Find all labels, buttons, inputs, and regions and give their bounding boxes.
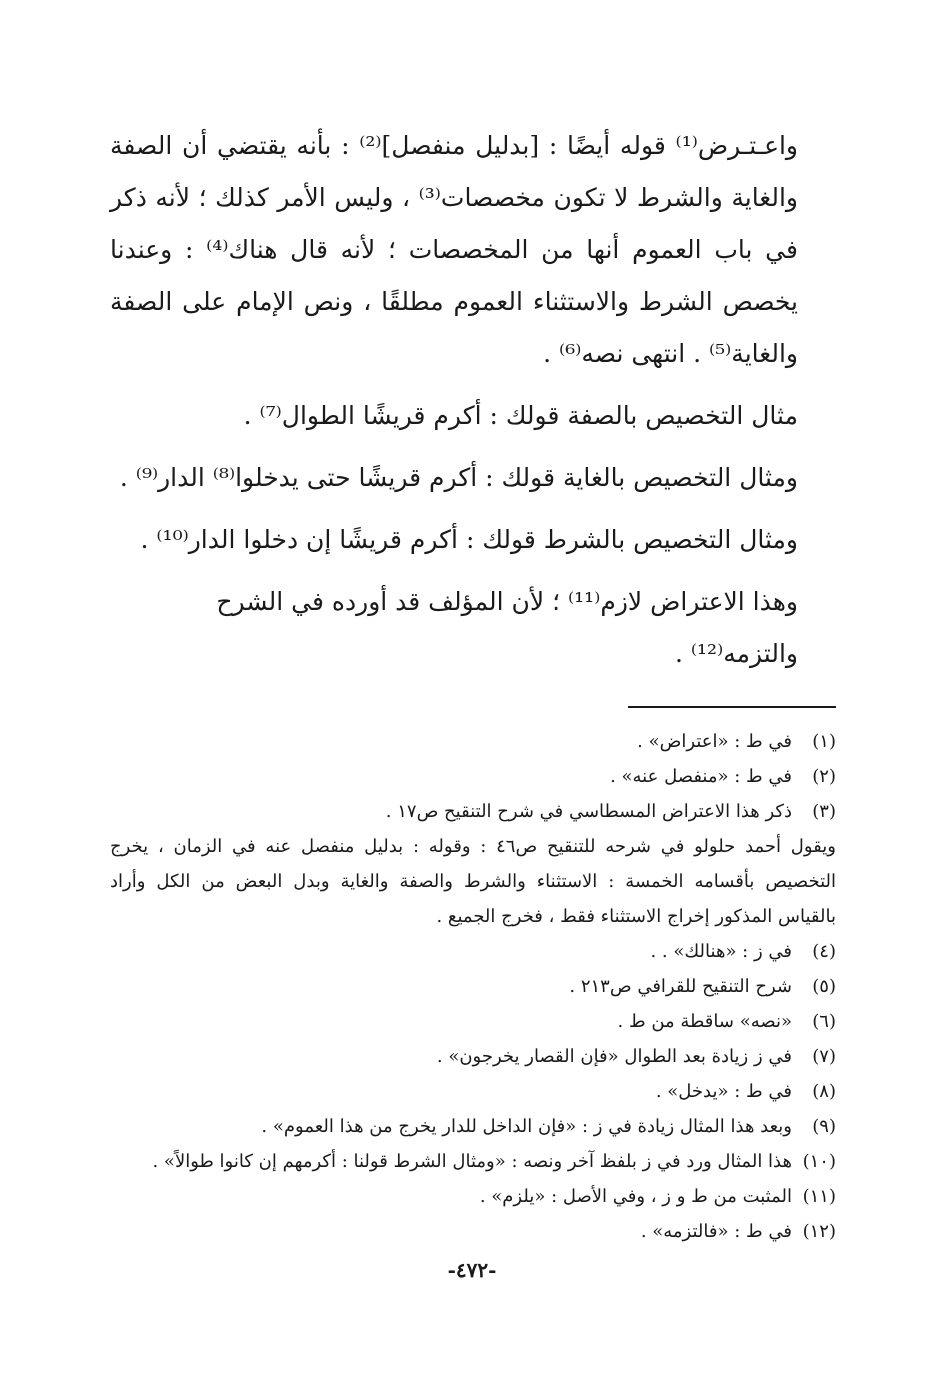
example-sifa: مثال التخصيص بالصفة قولك : أكرم قريشًا الطوال⁽⁷⁾ . [243, 401, 798, 430]
footnote-7 [110, 1039, 836, 1074]
footnote-2 [110, 759, 836, 794]
footnote-3-continuation: ويقول أحمد حلولو في شرحه للتنقيح ص٤٦ : وقوله : بدليل منفصل عنه في الزمان ، يخرج التخصيص بأقسامه الخمسة : الاستثناء والشرط والصفة والغاية وبدل البعض من الكل وأراد بالقياس المذكور إخراج الاستثناء فقط ، فخرج الجميع . [110, 836, 836, 927]
footnote-text: في ط : «منفصل عنه» . [610, 766, 792, 787]
footnote-number: (٣) [812, 801, 836, 822]
page [110, 120, 836, 1310]
footnote-number: (٢) [812, 766, 836, 787]
footnote-text: هذا المثال ورد في ز بلفظ آخر ونصه : «ومثال الشرط قولنا : أكرمهم إن كانوا طوالاً» . [152, 1151, 792, 1172]
footnote-text: «نصه» ساقطة من ط . [617, 1011, 792, 1032]
footnote-divider [628, 706, 836, 708]
footnote-text: ذكر هذا الاعتراض المسطاسي في شرح التنقيح ص١٧ . [385, 801, 792, 822]
footnote-8 [110, 1074, 836, 1109]
footnote-12 [110, 1214, 836, 1249]
footnote-3 [110, 794, 836, 829]
footnotes [110, 724, 836, 1249]
footnote-4 [110, 934, 836, 969]
footnote-5 [110, 969, 836, 1004]
footnote-number: (١٠) [802, 1151, 836, 1172]
footnote-text: في ط : «اعتراض» . [637, 731, 792, 752]
footnote-number: (٩) [812, 1116, 836, 1137]
footnote-number: (٥) [812, 976, 836, 997]
footnote-10 [110, 1144, 836, 1179]
footnote-text: في ز زيادة بعد الطوال «فإن القصار يخرجون» . [436, 1046, 792, 1067]
footnote-number: (١) [812, 731, 836, 752]
footnote-text: في ز : «هنالك» . . [650, 941, 792, 962]
paragraph-objection: واعـتـرض⁽¹⁾ قوله أيضًا : [بدليل منفصل]⁽²⁾ : بأنه يقتضي أن الصفة والغاية والشرط لا تكون مخصصات⁽³⁾ ، وليس الأمر كذلك ؛ لأنه ذكر في باب العموم أنها من المخصصات ؛ لأنه قال هناك⁽⁴⁾ : وعندنا يخصص الشرط والاستثناء العموم مطلقًا ، ونص الإمام على الصفة والغاية⁽⁵⁾ . انتهى نصه⁽⁶⁾ . [110, 131, 799, 368]
footnote-number: (١٢) [802, 1221, 836, 1242]
footnote-1 [110, 724, 836, 759]
footnote-11 [110, 1179, 836, 1214]
footnote-text: وبعد هذا المثال زيادة في ز : «فإن الداخل للدار يخرج من هذا العموم» . [261, 1116, 792, 1137]
footnote-9 [110, 1109, 836, 1144]
main-text [110, 120, 836, 680]
footnote-text: في ط : «يدخل» . [655, 1081, 792, 1102]
example-ghaya: ومثال التخصيص بالغاية قولك : أكرم قريشًا حتى يدخلوا⁽⁸⁾ الدار⁽⁹⁾ . [119, 463, 798, 492]
conclusion-line: وهذا الاعتراض لازم⁽¹¹⁾ ؛ لأن المؤلف قد أورده في الشرح والتزمه⁽¹²⁾ . [216, 587, 798, 668]
footnote-text: في ط : «فالتزمه» . [640, 1221, 792, 1242]
footnote-number: (١١) [802, 1186, 836, 1207]
footnote-number: (٦) [812, 1011, 836, 1032]
footnote-number: (٧) [812, 1046, 836, 1067]
footnote-number: (٨) [812, 1081, 836, 1102]
example-shart: ومثال التخصيص بالشرط قولك : أكرم قريشًا إن دخلوا الدار⁽¹⁰⁾ . [140, 525, 798, 554]
footnote-text: شرح التنقيح للقرافي ص٢١٣ . [569, 976, 792, 997]
footnote-6 [110, 1004, 836, 1039]
footnote-text: المثبت من ط و ز ، وفي الأصل : «يلزم» . [479, 1186, 792, 1207]
page-number: -٤٧٢- [447, 1258, 497, 1282]
footnote-number: (٤) [812, 941, 836, 962]
